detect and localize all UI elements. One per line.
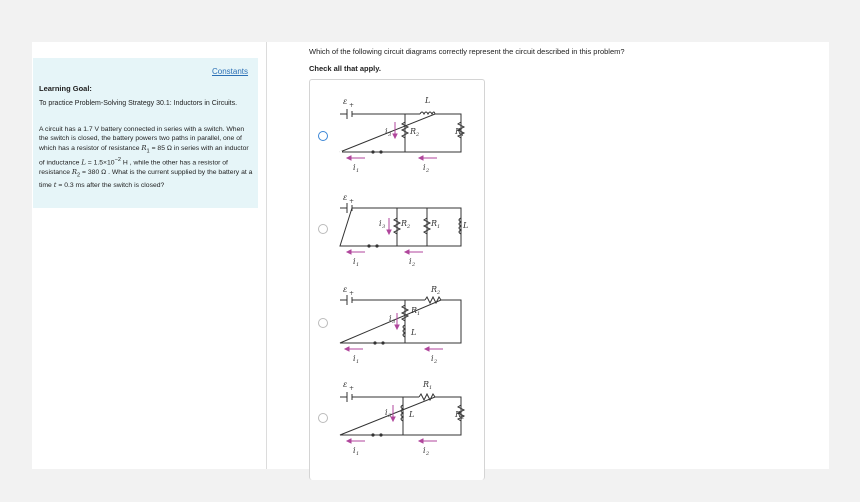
svg-text:1: 1 xyxy=(356,168,360,174)
svg-text:R: R xyxy=(455,410,462,419)
svg-text:R: R xyxy=(423,380,430,389)
svg-text:i: i xyxy=(385,408,388,417)
svg-text:1: 1 xyxy=(356,262,360,268)
svg-text:i: i xyxy=(353,354,356,363)
svg-text:R: R xyxy=(401,219,408,228)
choice-a-radio[interactable] xyxy=(318,131,328,141)
svg-text:2: 2 xyxy=(437,290,441,296)
svg-text:ε: ε xyxy=(343,380,348,389)
svg-text:2: 2 xyxy=(461,415,465,421)
i2-label: i xyxy=(423,163,426,172)
svg-text:1: 1 xyxy=(429,385,433,391)
constants-link[interactable]: Constants xyxy=(212,67,249,76)
choice-b-radio[interactable] xyxy=(318,224,328,234)
svg-text:2: 2 xyxy=(426,168,430,174)
svg-text:R: R xyxy=(431,285,438,294)
svg-text:+: + xyxy=(349,385,355,392)
r2-label: R xyxy=(410,127,417,136)
svg-text:ε: ε xyxy=(343,193,348,202)
svg-text:1: 1 xyxy=(417,311,421,317)
svg-text:1: 1 xyxy=(356,451,360,457)
svg-text:L: L xyxy=(463,221,469,230)
svg-text:1: 1 xyxy=(437,224,441,230)
learning-goal-title: Learning Goal: xyxy=(39,84,92,93)
svg-text:L: L xyxy=(409,410,415,419)
svg-text:L: L xyxy=(411,328,417,337)
choice-c-radio[interactable] xyxy=(318,318,328,328)
svg-text:i: i xyxy=(353,257,356,266)
i1-label: i xyxy=(353,163,356,172)
svg-text:i: i xyxy=(423,446,426,455)
svg-text:2: 2 xyxy=(407,224,411,230)
circuit-diagram-d xyxy=(335,377,475,459)
svg-text:2: 2 xyxy=(412,262,416,268)
svg-text:i: i xyxy=(389,314,392,323)
svg-text:+: + xyxy=(349,290,355,297)
choice-d-radio[interactable] xyxy=(318,413,328,423)
column-divider xyxy=(266,42,267,469)
svg-text:i: i xyxy=(409,257,412,266)
circuit-diagram-a xyxy=(335,94,475,176)
svg-text:1: 1 xyxy=(356,359,360,365)
svg-text:3: 3 xyxy=(392,319,396,325)
svg-text:3: 3 xyxy=(388,413,392,419)
i3-label: i xyxy=(385,127,388,136)
svg-text:2: 2 xyxy=(426,451,430,457)
svg-text:R: R xyxy=(431,219,438,228)
svg-text:i: i xyxy=(353,446,356,455)
svg-text:i: i xyxy=(379,219,382,228)
svg-text:2: 2 xyxy=(434,359,438,365)
svg-text:1: 1 xyxy=(461,132,465,138)
svg-text:+: + xyxy=(349,198,355,205)
circuit-diagram-c xyxy=(335,283,475,365)
circuit-diagram-b xyxy=(335,188,475,270)
emf-label: ε xyxy=(343,97,348,106)
check-all-instruction: Check all that apply. xyxy=(309,64,381,73)
svg-text:3: 3 xyxy=(388,132,392,138)
question-prompt: Which of the following circuit diagrams correctly represent the circuit described in this problem? xyxy=(309,47,625,56)
svg-text:R: R xyxy=(411,306,418,315)
r1-label: R xyxy=(455,127,462,136)
problem-statement: A circuit has a 1.7 V battery connected in series with a switch. When the switch is closed, the battery powers two paths in parallel, one of which has a resistor of resistance $R_1 = 85$ Ω in series with an inductor of inductance $L = 1.5\times 10^{-2}$ H , while the other has a resistor of resistance $R_2 = 380$ Ω . What is the current supplied by the battery at a time t = 0.3 ms after the switch is closed? xyxy=(39,126,253,189)
svg-text:2: 2 xyxy=(416,132,420,138)
svg-text:i: i xyxy=(431,354,434,363)
learning-goal-text: To practice Problem-Solving Strategy 30.1: Inductors in Circuits. xyxy=(39,100,238,107)
svg-text:ε: ε xyxy=(343,285,348,294)
svg-text:+: + xyxy=(349,102,355,109)
inductor-label: L xyxy=(425,96,431,105)
svg-text:3: 3 xyxy=(382,224,386,230)
